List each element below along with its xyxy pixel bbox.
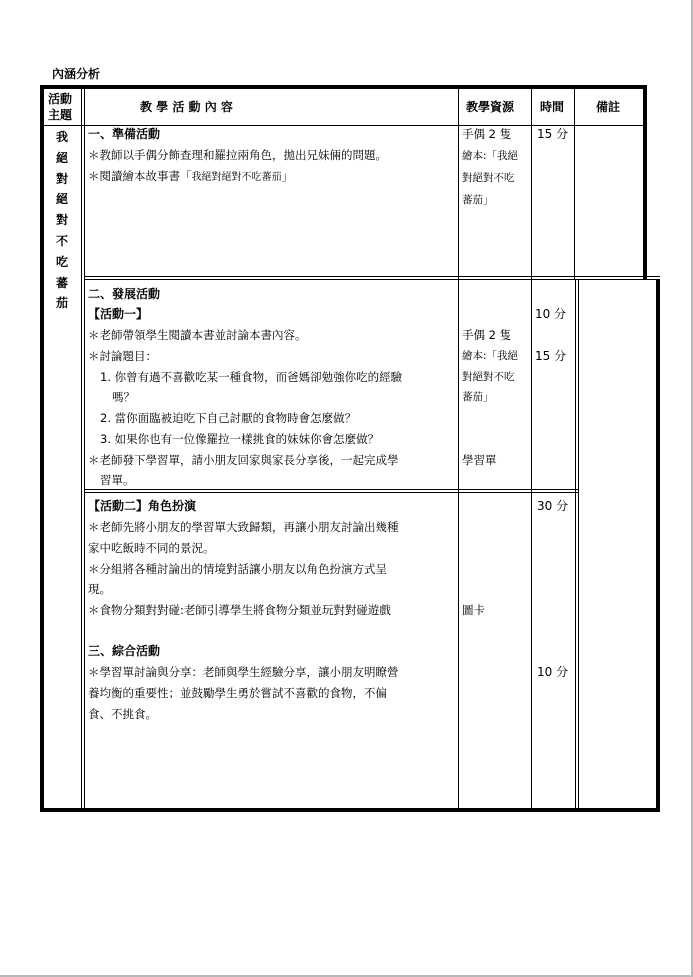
- act2-heading: 【活動二】角色扮演: [88, 499, 197, 513]
- theme-char: 絕: [55, 150, 68, 165]
- dev-q3: 3. 如果你也有一位像羅拉一樣挑食的妹妹你會怎麼做？: [100, 432, 380, 446]
- act2-l2a: ＊分組將各種討論出的情境對話讓小朋友以角色扮演方式呈: [88, 562, 387, 576]
- act2-l1b: 家中吃飯時不同的景況。: [88, 541, 215, 555]
- dev-line1: ＊老師帶領學生閱讀本書並討論本書內容。: [88, 328, 307, 342]
- prep-res-4: 蕃茄」: [462, 194, 494, 206]
- prep-res-1: 手偶 2 隻: [462, 127, 512, 141]
- header-theme-line2: 主題: [48, 108, 73, 122]
- theme-char: 對: [55, 171, 68, 186]
- header-resources: 教學資源: [466, 100, 515, 114]
- synth-time: 10 分: [537, 665, 569, 679]
- prep-line2: ＊閱讀繪本故事書「我絕對絕對不吃蕃茄」: [88, 169, 293, 183]
- synth-heading: 三、綜合活動: [88, 644, 161, 658]
- act2-l3: ＊食物分類對對碰:老師引導學生將食物分類並玩對對碰遊戲: [88, 603, 391, 617]
- prep-time: 15 分: [537, 127, 569, 141]
- header-time: 時間: [540, 100, 565, 114]
- theme-char: 蕃: [55, 275, 68, 290]
- header-notes: 備註: [596, 100, 621, 114]
- section-title: 內涵分析: [52, 67, 101, 81]
- dev-q1b: 嗎？: [112, 390, 135, 404]
- prep-line1: ＊教師以手偶分飾查理和羅拉兩角色，拋出兄妹倆的問題。: [88, 148, 387, 162]
- prep-res-3: 對絕對不吃: [462, 172, 515, 184]
- dev-activity1: 【活動一】: [88, 307, 149, 321]
- synth-l1a: ＊學習單討論與分享：老師與學生經驗分享，讓小朋友明瞭營: [88, 665, 399, 679]
- theme-char: 不: [55, 233, 68, 248]
- synth-l1c: 食、不挑食。: [88, 707, 157, 721]
- header-theme-line1: 活動: [48, 92, 73, 106]
- theme-char: 絕: [55, 192, 68, 207]
- dev-time2: 15 分: [535, 349, 567, 363]
- prep-res-2: 繪本:「我絕: [462, 150, 519, 162]
- synth-l1b: 養均衡的重要性；並鼓勵學生勇於嘗試不喜歡的食物，不偏: [88, 686, 387, 700]
- act2-res-cards: 圖卡: [462, 603, 485, 617]
- dev-res-3: 對絕對不吃: [462, 371, 515, 383]
- dev-q1a: 1. 你曾有過不喜歡吃某一種食物，而爸媽卻勉強你吃的經驗: [100, 370, 403, 384]
- dev-line3a: ＊老師發下學習單，請小朋友回家與家長分享後，一起完成學: [88, 453, 399, 467]
- act2-l1a: ＊老師先將小朋友的學習單大致歸類，再讓小朋友討論出幾種: [88, 520, 399, 534]
- dev-line2: ＊討論題目：: [88, 349, 157, 363]
- dev-q2: 2. 當你面臨被迫吃下自己討厭的食物時會怎麼做？: [100, 411, 357, 425]
- theme-char: 吃: [55, 254, 68, 269]
- theme-vertical: [54, 127, 70, 314]
- act2-l2b: 現。: [88, 582, 111, 596]
- theme-char: 對: [55, 213, 68, 228]
- dev-res-2: 繪本:「我絕: [462, 350, 519, 362]
- header-content: 教 學 活 動 內 容: [140, 100, 233, 114]
- theme-char: 茄: [55, 296, 68, 311]
- act2-time: 30 分: [537, 499, 569, 513]
- dev-line3b: 習單。: [100, 473, 135, 487]
- prep-heading: 一、準備活動: [88, 127, 161, 141]
- dev-heading: 二、發展活動: [88, 287, 161, 301]
- theme-char: 我: [55, 130, 68, 144]
- dev-res-sheet: 學習單: [462, 453, 497, 467]
- dev-res-1: 手偶 2 隻: [462, 328, 512, 342]
- dev-time1: 10 分: [535, 307, 567, 321]
- dev-res-4: 蕃茄」: [462, 391, 494, 403]
